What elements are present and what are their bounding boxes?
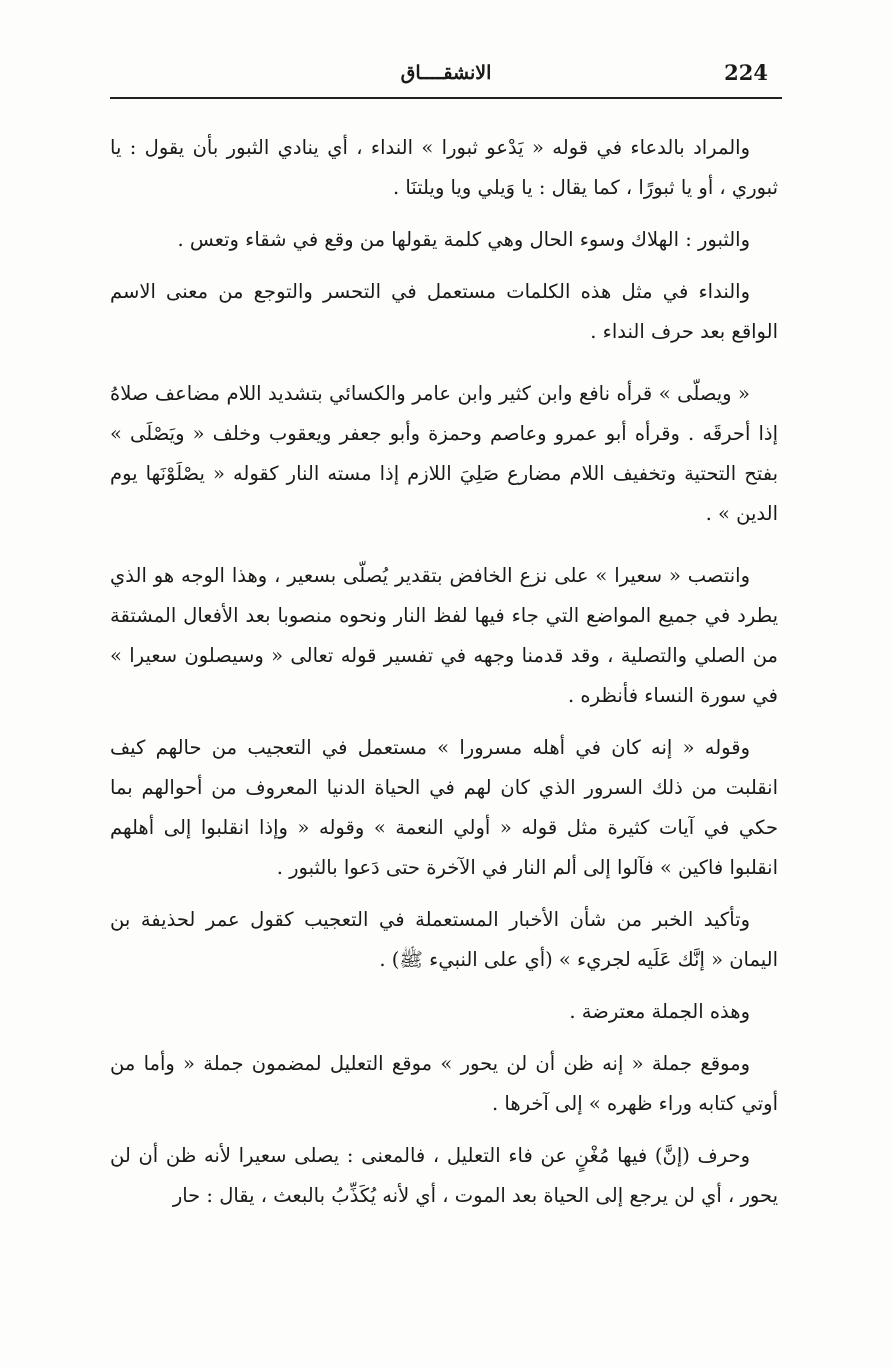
paragraph: وتأكيد الخبر من شأن الأخبار المستعملة في التعجيب كقول عمر لحذيفة بن اليمان « إنَّك عَلَيه لجريء » (أي على النبيء ﷺ) . — [110, 908, 778, 971]
paragraph: وقوله « إنه كان في أهله مسرورا » مستعمل في التعجيب من حالهم كيف انقلبت من ذلك السرور الذي كان لهم في الحياة الدنيا المعروف من أحوالهم بما حكي في آيات كثيرة مثل قوله « أولي النعمة » وقوله « وإذا انقلبوا إلى أهلهم انقلبوا فاكين » فآلوا إلى ألم النار في الآخرة حتى دَعوا بالثبور . — [110, 736, 778, 879]
header-rule — [110, 97, 782, 99]
page-header — [110, 52, 782, 96]
page-number: 224 — [724, 60, 768, 85]
paragraph: وهذه الجملة معترضة . — [569, 1000, 750, 1023]
paragraph: والثبور : الهلاك وسوء الحال وهي كلمة يقولها من وقع في شقاء وتعس . — [177, 228, 750, 251]
paragraph: والنداء في مثل هذه الكلمات مستعمل في التحسر والتوجع من معنى الاسم الواقع بعد حرف النداء . — [110, 280, 778, 343]
paragraph: « ويصلّى » قرأه نافع وابن كثير وابن عامر والكسائي بتشديد اللام مضاعف صلاهُ إذا أحرقَه . وقرأه أبو عمرو وعاصم وحمزة وأبو جعفر ويعقوب وخلف « ويَصْلَى » بفتح التحتية وتخفيف اللام مضارع صَلِيَ اللازم إذا مسته النار كقوله « يصْلَوْنَها يوم الدين » . — [110, 382, 778, 525]
running-title: الانشقــــاق — [400, 62, 492, 84]
page-body — [110, 128, 778, 1228]
paragraph: وموقع جملة « إنه ظن أن لن يحور » موقع التعليل لمضمون جملة « وأما من أوتي كتابه وراء ظهره » إلى آخرها . — [110, 1052, 778, 1115]
paragraph: وانتصب « سعيرا » على نزع الخافض بتقدير يُصلّى بسعير ، وهذا الوجه هو الذي يطرد في جميع المواضع التي جاء فيها لفظ النار ونحوه منصوبا بعد الأفعال المشتقة من الصلي والتصلية ، وقد قدمنا وجهه في تفسير قوله تعالى « وسيصلون سعيرا » في سورة النساء فأنظره . — [110, 564, 778, 707]
paragraph: والمراد بالدعاء في قوله « يَدْعو ثبورا » النداء ، أي ينادي الثبور بأن يقول : يا ثبوري ، أو يا ثبورًا ، كما يقال : يا وَيلي ويا ويلتنَا . — [110, 136, 778, 199]
paragraph: وحرف (إنَّ) فيها مُغْنٍ عن فاء التعليل ، فالمعنى : يصلى سعيرا لأنه ظن أن لن يحور ، أي لن يرجع إلى الحياة بعد الموت ، أي لأنه يُكَذِّبُ بالبعث ، يقال : حار — [110, 1144, 778, 1207]
